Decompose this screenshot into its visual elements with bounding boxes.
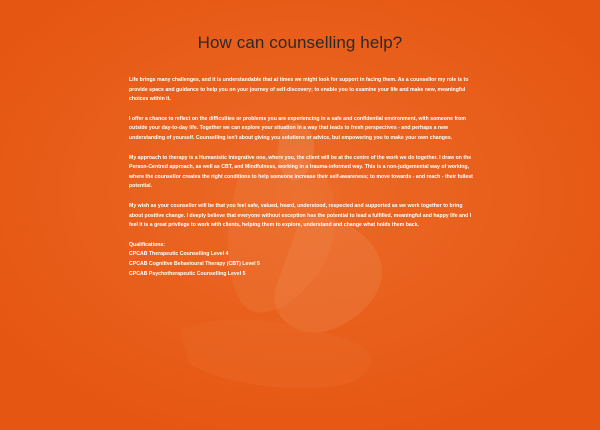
qualifications-list — [129, 241, 474, 279]
qualification-item: CPCAB Therapeutic Counselling Level 4 — [129, 251, 229, 258]
paragraph-intro: Life brings many challenges, and it is understandable that at times we might look for support in facing them. As a counsellor my role is to provide space and guidance to help you on your journey of self-discovery; to enable you to examine your life and make new, meaningful choices within it. — [129, 77, 469, 103]
page-title: How can counselling help? — [197, 33, 403, 52]
body-text — [129, 76, 474, 279]
qualification-item: CPCAB Psychotherapeutic Counselling Level 5 — [129, 270, 246, 277]
qualifications-title: Qualifications: — [129, 241, 166, 248]
paragraph-approach: My approach to therapy is a Humanistic Integrative one, where you, the client will be at the centre of the work we do together. I draw on the Person-Centred approach, as well as CBT, and Mindfulness, working in a trauma-informed way. This is a non-judgemental way of working, where the counsellor creates the right conditions to help someone increase their self-awareness; to move towards - and reach - their fullest potential. — [129, 154, 473, 190]
paragraph-offer: I offer a chance to reflect on the difficulties or problems you are experiencing in a safe and confidential environment, with someone from outside your day-to-day life. Together we can explore your situation in a way that leads to fresh perspectives - and perhaps a new understanding of yourself. Counselling isn't about giving you solutions or advice, but empowering you to make your own changes. — [129, 115, 466, 141]
paragraph-wish: My wish as your counsellor will be that you feel safe, valued, heard, understood, respected and supported as we work together to bring about positive change. I deeply believe that everyone without exception has the potential to lead a fulfilled, meaningful and happy life and I feel it is a great privilege to work with clients, helping them to explore, understand and change what holds them back. — [129, 202, 472, 229]
qualification-item: CPCAB Cognitive Behavioural Therapy (CBT) Level 5 — [129, 260, 260, 267]
